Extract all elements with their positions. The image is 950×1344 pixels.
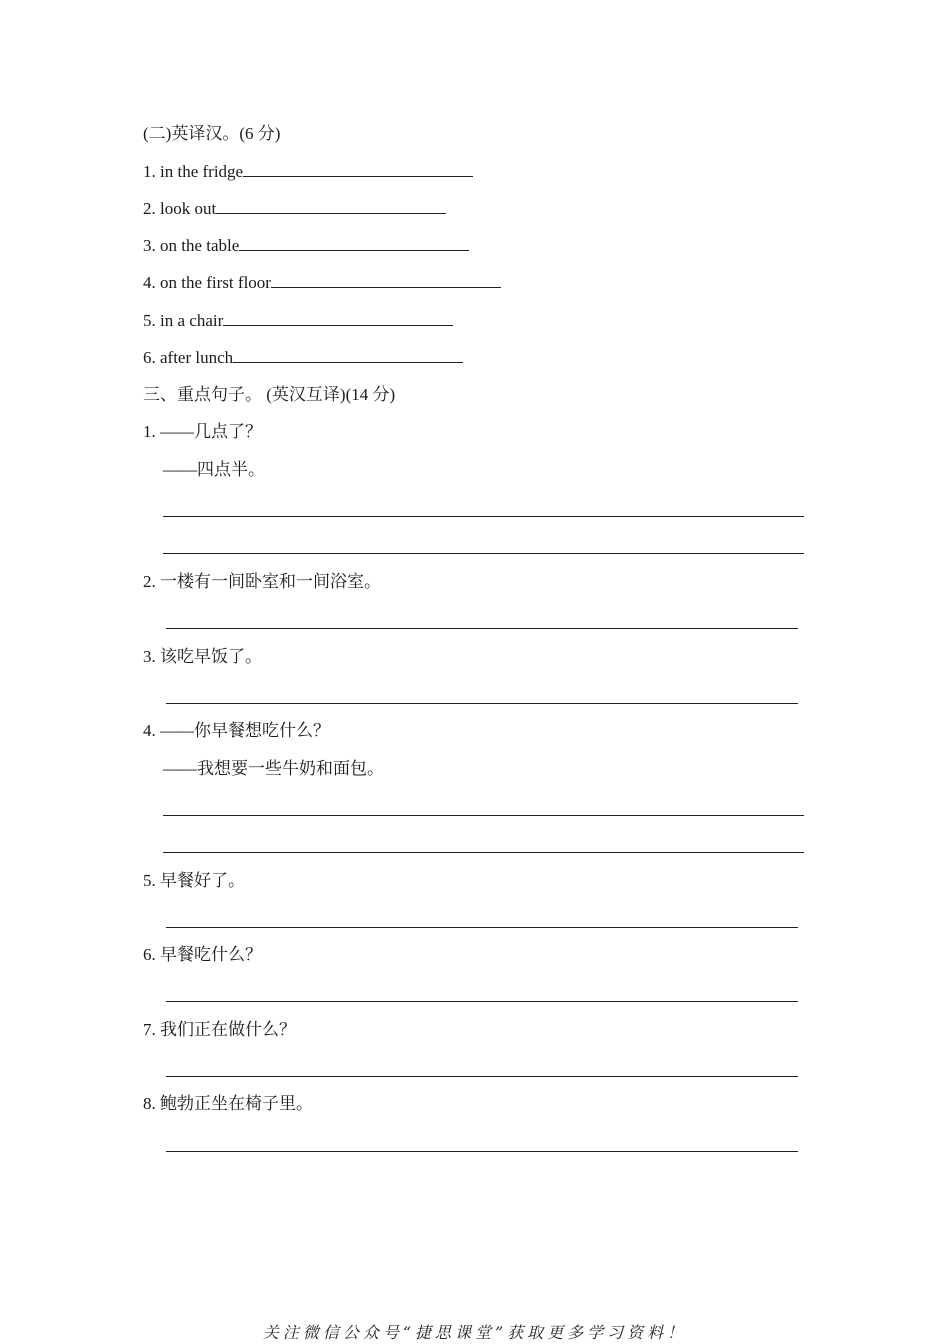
answer-line[interactable] [166, 1151, 798, 1152]
question-2: 2. 一楼有一间卧室和一间浴室。 [143, 572, 381, 591]
vocab-item-label: 6. after lunch [143, 348, 234, 367]
question-4-line-1: 4. ——你早餐想吃什么？ [143, 721, 330, 740]
question-4-line-2: ——我想要一些牛奶和面包。 [163, 759, 384, 778]
vocab-item-3 [143, 236, 469, 256]
vocab-item-label: 4. on the first floor [143, 273, 271, 292]
answer-line[interactable] [163, 553, 804, 554]
answer-blank[interactable] [239, 236, 469, 251]
answer-blank[interactable] [223, 311, 453, 326]
answer-line[interactable] [166, 927, 798, 928]
answer-line[interactable] [166, 1076, 798, 1077]
section-2-heading: (二)英译汉。(6 分) [143, 124, 281, 143]
answer-line[interactable] [163, 852, 804, 853]
answer-line[interactable] [163, 815, 804, 816]
section-3-heading: 三、重点句子。 (英汉互译)(14 分) [143, 385, 396, 404]
question-3: 3. 该吃早饭了。 [143, 647, 262, 666]
answer-blank[interactable] [271, 273, 501, 288]
vocab-item-2 [143, 199, 446, 219]
footer-note: 关注微信公众号“捷思课堂”获取更多学习资料！ [262, 1323, 688, 1342]
question-1-line-2: ——四点半。 [163, 460, 265, 479]
question-5: 5. 早餐好了。 [143, 871, 245, 890]
answer-blank[interactable] [233, 348, 463, 363]
vocab-item-label: 3. on the table [143, 236, 240, 255]
answer-line[interactable] [166, 703, 798, 704]
answer-line[interactable] [166, 1001, 798, 1002]
vocab-item-6 [143, 348, 463, 368]
answer-line[interactable] [166, 628, 798, 629]
question-6: 6. 早餐吃什么？ [143, 945, 262, 964]
answer-line[interactable] [163, 516, 804, 517]
vocab-item-label: 2. look out [143, 199, 217, 218]
answer-blank[interactable] [216, 199, 446, 214]
vocab-item-label: 5. in a chair [143, 311, 224, 330]
vocab-item-5 [143, 311, 453, 331]
vocab-item-4 [143, 273, 501, 293]
answer-blank[interactable] [243, 162, 473, 177]
question-1-line-1: 1. ——几点了？ [143, 422, 262, 441]
question-8: 8. 鲍勃正坐在椅子里。 [143, 1094, 313, 1113]
question-7: 7. 我们正在做什么？ [143, 1020, 296, 1039]
vocab-item-1 [143, 162, 473, 182]
vocab-item-label: 1. in the fridge [143, 162, 244, 181]
